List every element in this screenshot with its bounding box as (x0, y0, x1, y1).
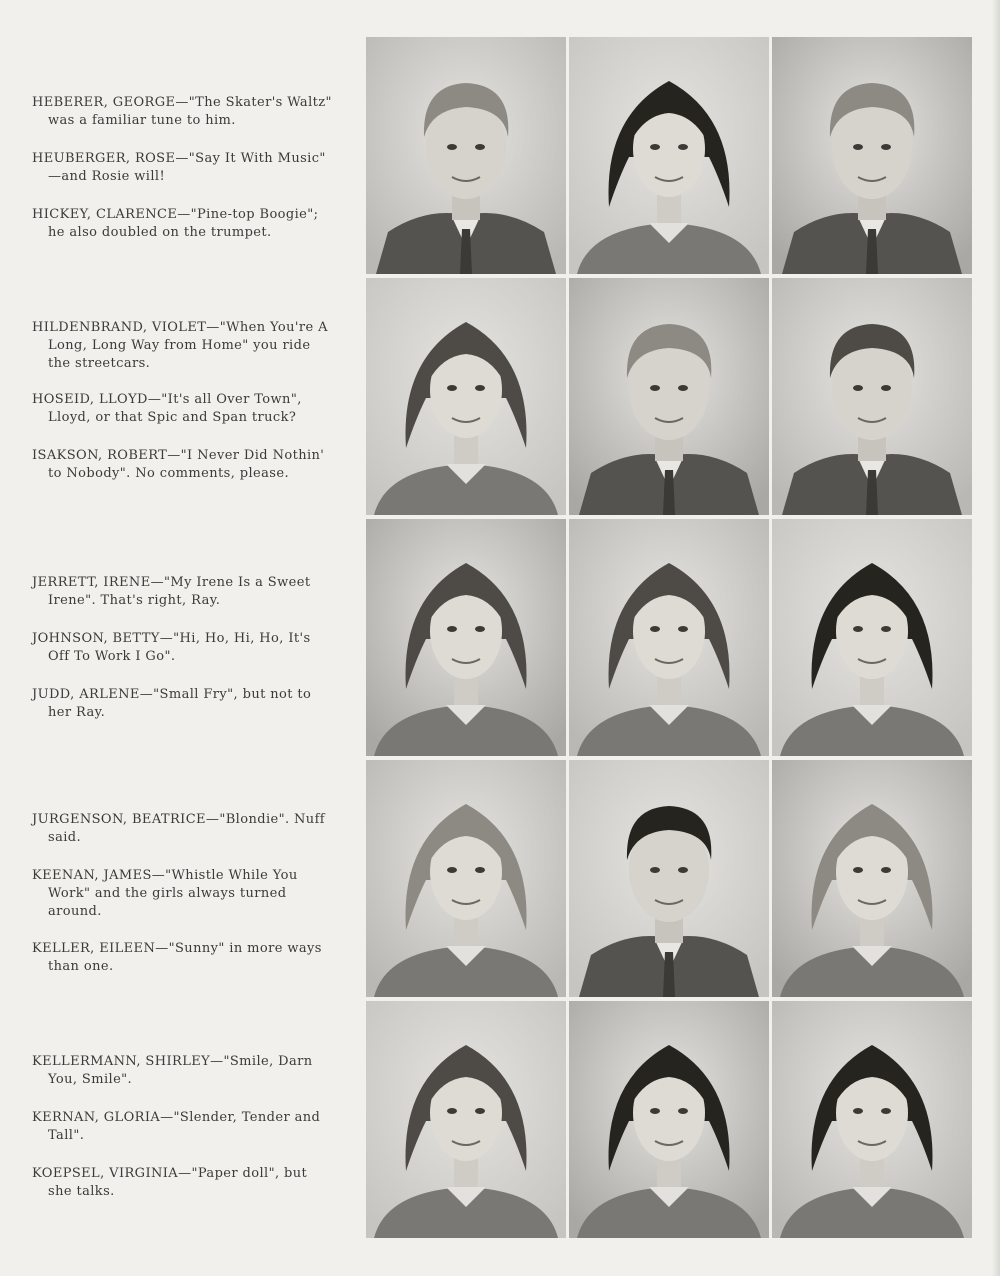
portrait-photo (569, 1001, 769, 1238)
caption-line-1: JUDD, ARLENE—"Small Fry", but not to (32, 687, 312, 702)
caption-line-1: ISAKSON, ROBERT—"I Never Did Nothin' (32, 448, 325, 463)
portrait-image (569, 1001, 769, 1238)
caption-line-2: Work" and the girls always turned (48, 886, 287, 901)
portrait-photo (772, 760, 972, 997)
portrait-photo (772, 37, 972, 274)
caption-line-2: than one. (48, 959, 114, 974)
portrait-photo (772, 278, 972, 515)
caption-line-2: Off To Work I Go". (48, 649, 176, 664)
portrait-image (772, 519, 972, 756)
caption-isakson-robert (32, 447, 340, 483)
portrait-photo (569, 37, 769, 274)
caption-line-3: the streetcars. (48, 356, 151, 371)
portrait-photo (366, 1001, 566, 1238)
portrait-image (366, 760, 566, 997)
caption-line-2: was a familiar tune to him. (48, 113, 236, 128)
portrait-image (772, 278, 972, 515)
caption-line-1: KELLER, EILEEN—"Sunny" in more ways (32, 941, 322, 956)
portrait-photo (569, 278, 769, 515)
caption-koepsel-virginia (32, 1165, 340, 1201)
caption-jurgenson-beatrice (32, 811, 340, 847)
caption-line-2: You, Smile". (48, 1072, 133, 1087)
portrait-image (569, 37, 769, 274)
portrait-image (772, 760, 972, 997)
caption-line-1: HOSEID, LLOYD—"It's all Over Town", (32, 392, 302, 407)
portrait-image (366, 1001, 566, 1238)
caption-keenan-james (32, 867, 340, 921)
caption-kernan-gloria (32, 1109, 340, 1145)
caption-line-2: Long, Long Way from Home" you ride (48, 338, 311, 353)
caption-line-1: HICKEY, CLARENCE—"Pine-top Boogie"; (32, 207, 319, 222)
page-edge (992, 0, 1000, 1276)
portrait-photo (366, 760, 566, 997)
caption-line-3: around. (48, 904, 102, 919)
caption-judd-arlene (32, 686, 340, 722)
caption-johnson-betty (32, 630, 340, 666)
caption-hickey-clarence (32, 206, 340, 242)
caption-line-1: JOHNSON, BETTY—"Hi, Ho, Hi, Ho, It's (32, 631, 311, 646)
caption-line-1: HEUBERGER, ROSE—"Say It With Music" (32, 151, 326, 166)
portrait-photo (366, 519, 566, 756)
caption-heberer-george (32, 94, 340, 130)
portrait-image (366, 37, 566, 274)
portrait-grid (366, 37, 974, 1241)
portrait-image (366, 278, 566, 515)
caption-jerrett-irene (32, 574, 340, 610)
portrait-image (569, 519, 769, 756)
portrait-photo (569, 519, 769, 756)
caption-line-1: KELLERMANN, SHIRLEY—"Smile, Darn (32, 1054, 313, 1069)
caption-line-1: KOEPSEL, VIRGINIA—"Paper doll", but (32, 1166, 308, 1181)
caption-line-1: JURGENSON, BEATRICE—"Blondie". Nuff (32, 812, 326, 827)
portrait-photo (772, 519, 972, 756)
captions-column (0, 0, 360, 1276)
portrait-photo (569, 760, 769, 997)
caption-line-1: HEBERER, GEORGE—"The Skater's Waltz" (32, 95, 332, 110)
caption-line-2: Irene". That's right, Ray. (48, 593, 221, 608)
portrait-photo (772, 1001, 972, 1238)
caption-line-1: JERRETT, IRENE—"My Irene Is a Sweet (32, 575, 311, 590)
caption-line-2: she talks. (48, 1184, 115, 1199)
caption-hildenbrand-violet (32, 319, 340, 373)
portrait-image (366, 519, 566, 756)
caption-keller-eileen (32, 940, 340, 976)
caption-line-2: said. (48, 830, 82, 845)
caption-line-1: KEENAN, JAMES—"Whistle While You (32, 868, 298, 883)
caption-heuberger-rose (32, 150, 340, 186)
caption-line-1: KERNAN, GLORIA—"Slender, Tender and (32, 1110, 321, 1125)
caption-line-2: Lloyd, or that Spic and Span truck? (48, 410, 297, 425)
caption-line-2: he also doubled on the trumpet. (48, 225, 272, 240)
portrait-photo (366, 37, 566, 274)
caption-line-1: HILDENBRAND, VIOLET—"When You're A (32, 320, 328, 335)
caption-line-2: to Nobody". No comments, please. (48, 466, 289, 481)
caption-line-2: —and Rosie will! (48, 169, 166, 184)
caption-line-2: Tall". (48, 1128, 85, 1143)
portrait-photo (366, 278, 566, 515)
portrait-image (569, 760, 769, 997)
caption-line-2: her Ray. (48, 705, 106, 720)
portrait-image (569, 278, 769, 515)
caption-hoseid-lloyd (32, 391, 340, 427)
portrait-image (772, 1001, 972, 1238)
portrait-image (772, 37, 972, 274)
caption-kellermann-shirley (32, 1053, 340, 1089)
